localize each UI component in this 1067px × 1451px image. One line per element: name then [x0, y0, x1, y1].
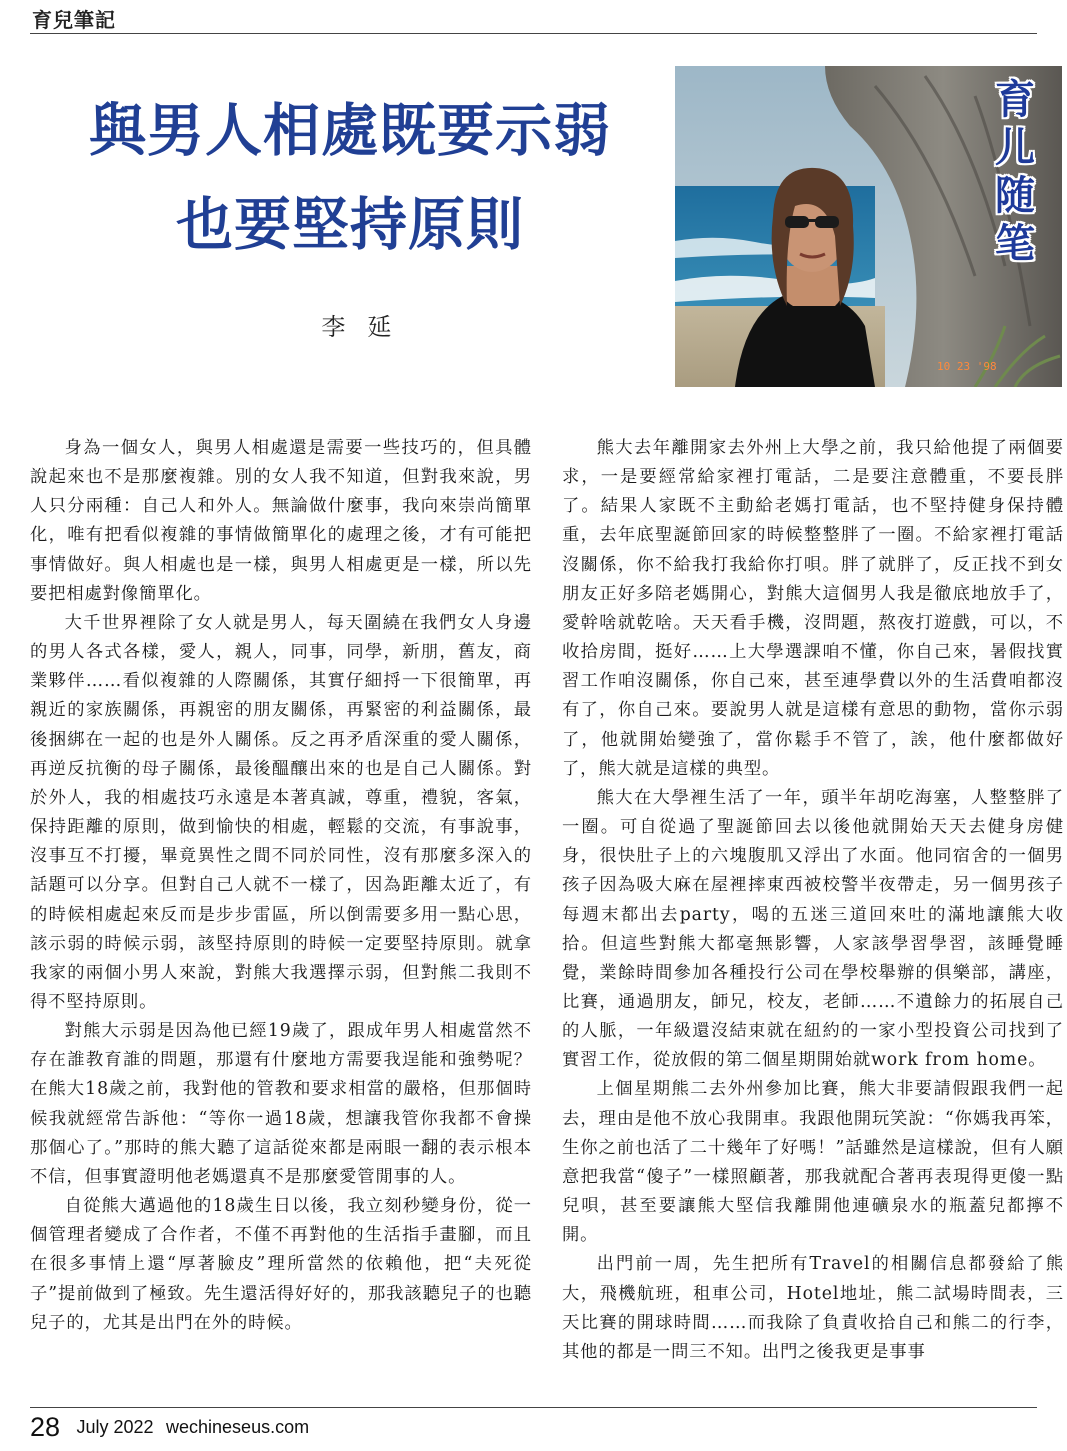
title-line-2: 也要堅持原則: [176, 192, 524, 258]
paragraph: 出門前一周，先生把所有Travel的相關信息都發給了熊大，飛機航班，租車公司，Hotel地址，熊二試場時間表，三天比賽的開球時間……而我除了負責收拾自己和熊二的行李，其他的都是一問三不知。出門之後我更是事事: [562, 1254, 1064, 1362]
paragraph: 身為一個女人，與男人相處還是需要一些技巧的，但具體說起來也不是那麼複雜。別的女人我不知道，但對我來說，男人只分兩種：自己人和外人。無論做什麼事，我向來崇尚簡單化，唯有把看似複雜的事情做簡單化的處理之後，才有可能把事情做好。與人相處也是一樣，與男人相處更是一樣，所以先要把相處對像簡單化。: [30, 438, 532, 604]
paragraph: 熊大在大學裡生活了一年，頭半年胡吃海塞，人整整胖了一圈。可自從過了聖誕節回去以後他就開始天天去健身房健身，很快肚子上的六塊腹肌又浮出了水面。他同宿舍的一個男孩子因為吸大麻在屋裡摔東西被校警半夜帶走，另一個男孩子每週末都出去party，喝的五迷三道回來吐的滿地讓熊大收拾。但這些對熊大都毫無影響，人家該學習學習，該睡覺睡覺，業餘時間參加各種投行公司在學校舉辦的俱樂部，講座，比賽，通過朋友，師兄，校友，老師……不遺餘力的拓展自己的人脈，一年級還沒結束就在紐約的一家小型投資公司找到了實習工作，從放假的第二個星期開始就work from home。: [562, 787, 1064, 1071]
page-footer: [30, 1412, 309, 1443]
author-byline: 李 延: [321, 313, 399, 341]
badge-char-4: 笔: [995, 221, 1035, 267]
badge-char-3: 随: [995, 173, 1035, 219]
photo-date-stamp: 10 23 '98: [937, 360, 997, 373]
footer-divider: [30, 1407, 1037, 1408]
body-column-left: [30, 434, 532, 1338]
paragraph: 自從熊大邁過他的18歲生日以後，我立刻秒變身份，從一個管理者變成了合作者，不僅不再對他的生活指手畫腳，而且在很多事情上還“厚著臉皮”理所當然的依賴他，把“夫死從子”提前做到了極致。先生還活得好好的，那我該聽兒子的也聽兒子的，尤其是出門在外的時候。: [30, 1196, 532, 1333]
page-number: 28: [30, 1412, 61, 1442]
badge-char-2: 儿: [995, 125, 1035, 171]
article-photo: [675, 66, 1062, 387]
section-label: 育兒筆記: [32, 8, 116, 32]
article-title: [40, 84, 660, 272]
title-line-1: 與男人相處既要示弱: [89, 98, 611, 164]
paragraph: 熊大去年離開家去外州上大學之前，我只給他提了兩個要求，一是要經常給家裡打電話，二是要注意體重，不要長胖了。結果人家既不主動給老媽打電話，也不堅持健身保持體重，去年底聖誕節回家的時候整整胖了一圈。不給家裡打電話沒關係，你不給我打我給你打唄。胖了就胖了，反正找不到女朋友正好多陪老媽開心，對熊大這個男人我是徹底地放手了，愛幹啥就乾啥。天天看手機，沒問題，熬夜打遊戲，可以，不收拾房間，挺好……上大學選課咱不懂，你自己來，暑假找實習工作咱沒關係，你自己來，甚至連學費以外的生活費咱都沒有了，你自己來。要說男人就是這樣有意思的動物，當你示弱了，他就開始變強了，當你鬆手不管了，誒，他什麼都做好了，熊大就是這樣的典型。: [562, 438, 1064, 779]
column-badge: [990, 76, 1040, 268]
website-link[interactable]: wechineseus.com: [166, 1417, 310, 1437]
body-column-right: [562, 434, 1064, 1367]
badge-char-1: 育: [995, 77, 1035, 123]
paragraph: 大千世界裡除了女人就是男人，每天圍繞在我們女人身邊的男人各式各樣，愛人，親人，同事，同學，新朋，舊友，商業夥伴……看似複雜的人際關係，其實仔細捋一下很簡單，再親近的家族關係，再親密的朋友關係，再緊密的利益關係，最後捆綁在一起的也是外人關係。反之再矛盾深重的愛人關係，再逆反抗衡的母子關係，最後醞釀出來的也是自己人關係。對於外人，我的相處技巧永遠是本著真誠，尊重，禮貌，客氣，保持距離的原則，做到愉快的相處，輕鬆的交流，有事說事，沒事互不打擾，畢竟異性之間不同於同性，沒有那麼多深入的話題可以分享。但對自己人就不一樣了，因為距離太近了，有的時候相處起來反而是步步雷區，所以倒需要多用一點心思，該示弱的時候示弱，該堅持原則的時候一定要堅持原則。就拿我家的兩個小男人來說，對熊大我選擇示弱，但對熊二我則不得不堅持原則。: [30, 612, 532, 1012]
issue-date: July 2022: [76, 1417, 154, 1437]
header-divider: [30, 33, 1037, 34]
paragraph: 對熊大示弱是因為他已經19歲了，跟成年男人相處當然不存在誰教育誰的問題，那還有什麼地方需要我逞能和強勢呢？在熊大18歲之前，我對他的管教和要求相當的嚴格，但那個時候我就經常告訴他：“等你一過18歲，想讓我管你我都不會操那個心了。”那時的熊大聽了這話從來都是兩眼一翻的表示根本不信，但事實證明他老媽還真不是那麼愛管閒事的人。: [30, 1021, 532, 1187]
paragraph: 上個星期熊二去外州參加比賽，熊大非要請假跟我們一起去，理由是他不放心我開車。我跟他開玩笑說：“你媽我再笨，生你之前也活了二十幾年了好嗎！”話雖然是這樣說，但有人願意把我當“傻子”一樣照顧著，那我就配合著再表現得更傻一點兒唄，甚至要讓熊大堅信我離開他連礦泉水的瓶蓋兒都擰不開。: [562, 1079, 1064, 1246]
